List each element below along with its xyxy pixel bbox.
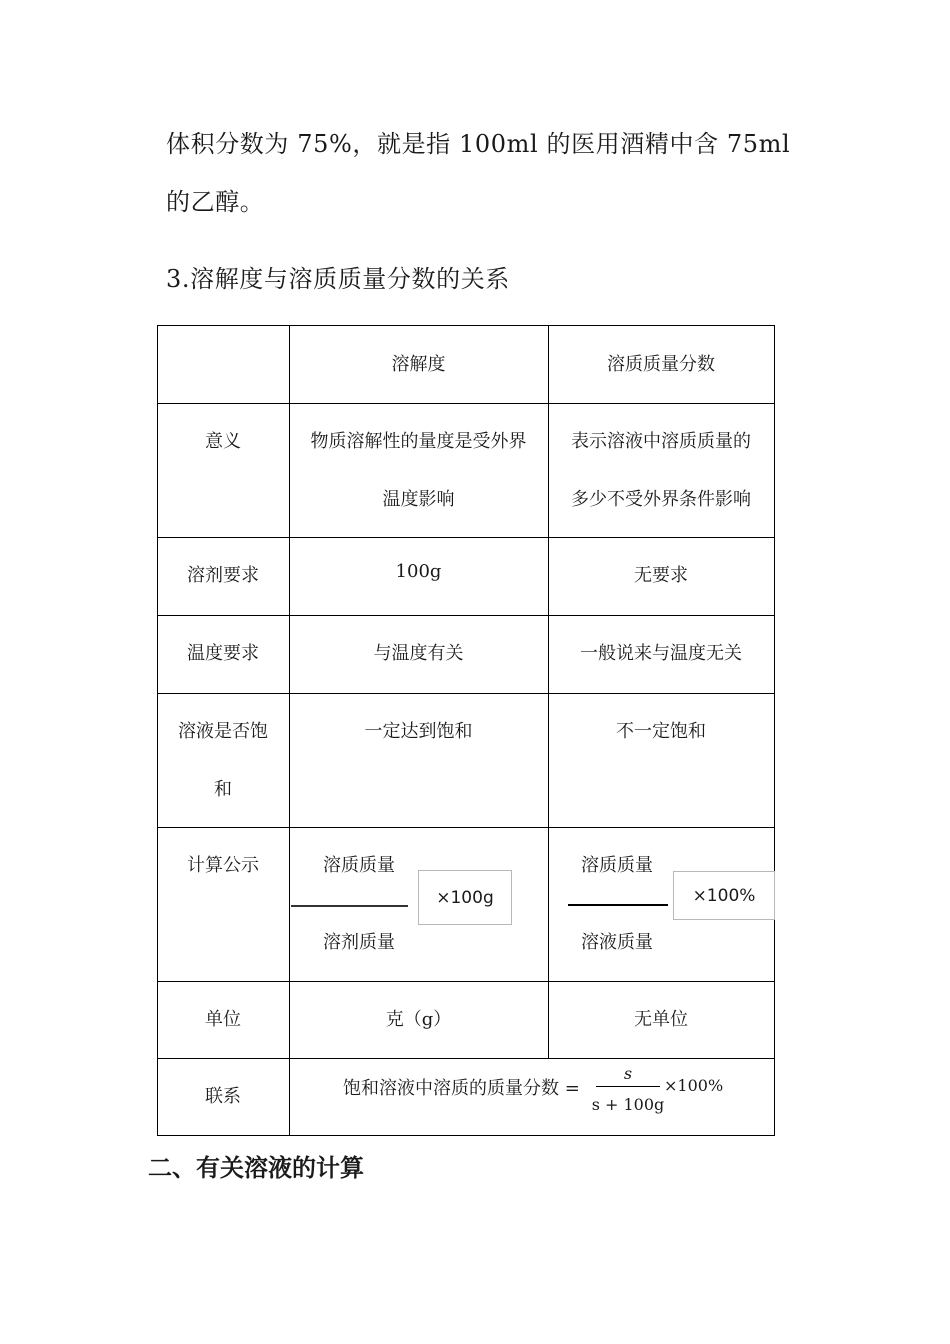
fraction-bar	[568, 904, 668, 906]
relation-numerator: s	[623, 1064, 633, 1083]
row-label: 溶液是否饱	[178, 721, 268, 742]
mass-fraction-cell: 表示溶液中溶质质量的	[571, 431, 751, 452]
paragraph-line-2: 的乙醇。	[166, 188, 265, 216]
table-border	[157, 1058, 775, 1059]
solubility-cell: 克（g）	[385, 1009, 452, 1030]
solubility-cell: 100g	[395, 561, 442, 582]
section-2-heading: 二、有关溶液的计算	[148, 1154, 364, 1182]
row-label: 单位	[205, 1009, 241, 1030]
fraction-bar	[596, 1086, 660, 1087]
table-border	[157, 827, 775, 828]
relation-denominator: s + 100g	[591, 1095, 665, 1114]
fraction-bar	[291, 905, 408, 907]
formula-numerator: 溶质质量	[581, 855, 653, 876]
header-mass-fraction: 溶质质量分数	[607, 354, 715, 375]
relation-text: 饱和溶液中溶质的质量分数 =	[343, 1078, 580, 1099]
formula-denominator: 溶液质量	[581, 932, 653, 953]
solubility-cell: 与温度有关	[373, 643, 464, 664]
solubility-cell: 温度影响	[382, 489, 455, 510]
relation-factor: ×100%	[664, 1076, 724, 1095]
header-solubility: 溶解度	[391, 354, 446, 375]
table-border	[157, 981, 775, 982]
row-label: 意义	[205, 431, 241, 452]
mass-fraction-cell: 多少不受外界条件影响	[571, 489, 751, 510]
formula-denominator: 溶剂质量	[323, 932, 395, 953]
row-label: 溶剂要求	[187, 565, 259, 586]
solubility-cell: 物质溶解性的量度是受外界	[310, 431, 527, 452]
table-border	[157, 1135, 775, 1136]
formula-factor-box: ×100%	[673, 871, 775, 920]
row-label: 联系	[205, 1086, 241, 1107]
mass-fraction-cell: 无要求	[634, 565, 688, 586]
table-border	[157, 325, 775, 326]
paragraph-line-1: 体积分数为 75%，就是指 100ml 的医用酒精中含 75ml	[166, 130, 791, 158]
mass-fraction-cell: 不一定饱和	[616, 721, 706, 742]
mass-fraction-cell: 无单位	[634, 1009, 688, 1030]
row-label: 和	[214, 779, 232, 800]
row-label: 温度要求	[187, 643, 259, 664]
mass-fraction-cell: 一般说来与温度无关	[580, 643, 742, 664]
formula-factor-box: ×100g	[418, 870, 512, 925]
table-border	[157, 693, 775, 694]
table-border	[157, 537, 775, 538]
table-border	[157, 615, 775, 616]
row-label: 计算公示	[187, 855, 259, 876]
section-3-title: 3.溶解度与溶质质量分数的关系	[166, 265, 510, 293]
solubility-cell: 一定达到饱和	[364, 721, 473, 742]
table-border	[157, 403, 775, 404]
formula-numerator: 溶质质量	[323, 855, 395, 876]
